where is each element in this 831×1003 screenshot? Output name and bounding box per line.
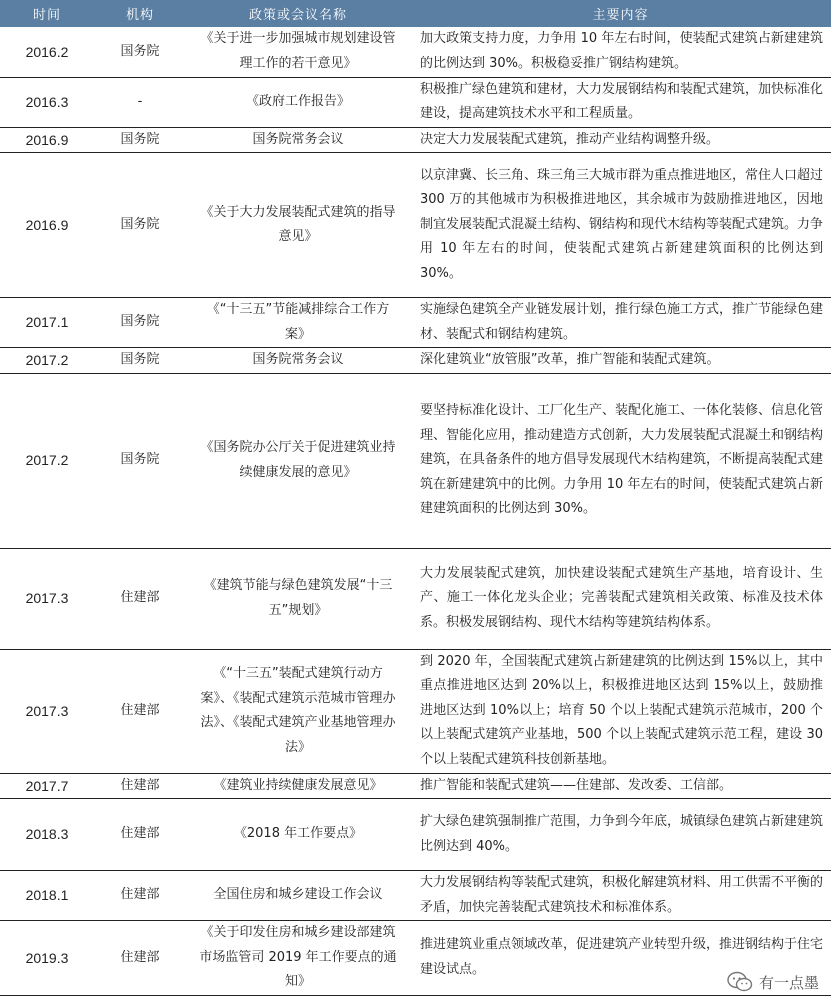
table-row	[0, 921, 831, 996]
row-content: 以京津冀、长三角、珠三角三大城市群为重点推进地区，常住人口超过 300 万的其他城市为积极推进地区，其余城市为鼓励推进地区，因地制宜发展装配式混凝土结构、钢结构和现代木结构等装配式建筑。力争用 10 年左右的时间，使装配式建筑占新建建筑面积的比例达到 30%。	[410, 153, 831, 298]
row-time: 2017.7	[0, 773, 94, 799]
row-agency: 国务院	[94, 127, 186, 153]
row-name: 《关于大力发展装配式建筑的指导意见》	[186, 153, 410, 298]
row-time: 2017.1	[0, 298, 94, 348]
row-time: 2016.2	[0, 27, 94, 77]
row-time: 2016.3	[0, 77, 94, 127]
row-agency: 住建部	[94, 773, 186, 799]
row-agency: 住建部	[94, 921, 186, 996]
table-row	[0, 773, 831, 799]
row-time: 2017.3	[0, 649, 94, 773]
row-time: 2017.3	[0, 548, 94, 649]
row-name: 《建筑业持续健康发展意见》	[186, 773, 410, 799]
watermark	[727, 971, 819, 993]
table-row	[0, 27, 831, 77]
row-content: 大力发展装配式建筑，加快建设装配式建筑生产基地，培育设计、生产、施工一体化龙头企业；完善装配式建筑相关政策、标准及技术体系。积极发展钢结构、现代木结构等建筑结构体系。	[410, 548, 831, 649]
row-name: 国务院常务会议	[186, 348, 410, 374]
row-agency: 国务院	[94, 373, 186, 548]
header-time: 时间	[0, 0, 94, 27]
row-content: 实施绿色建筑全产业链发展计划，推行绿色施工方式，推广节能绿色建材、装配式和钢结构建筑。	[410, 298, 831, 348]
row-agency: 国务院	[94, 348, 186, 374]
row-time: 2016.9	[0, 127, 94, 153]
row-content: 到 2020 年，全国装配式建筑占新建建筑的比例达到 15%以上，其中重点推进地区达到 20%以上，积极推进地区达到 15%以上，鼓励推进地区达到 10%以上；培育 50 个以上装配式建筑示范城市，200 个以上装配式建筑产业基地，500 个以上装配式建筑示范工程，建设 30 个以上装配式建筑科技创新基地。	[410, 649, 831, 773]
table-row	[0, 348, 831, 374]
row-name: 《2018 年工作要点》	[186, 799, 410, 871]
row-agency: 住建部	[94, 871, 186, 921]
header-agency: 机构	[94, 0, 186, 27]
row-agency: 住建部	[94, 649, 186, 773]
wechat-icon	[727, 971, 753, 993]
header-content: 主要内容	[410, 0, 831, 27]
row-content: 推广智能和装配式建筑——住建部、发改委、工信部。	[410, 773, 831, 799]
row-agency: 国务院	[94, 153, 186, 298]
table-row	[0, 373, 831, 548]
row-name: 《政府工作报告》	[186, 77, 410, 127]
row-name: 《建筑节能与绿色建筑发展“十三五”规划》	[186, 548, 410, 649]
row-name: 国务院常务会议	[186, 127, 410, 153]
watermark-text: 有一点墨	[758, 973, 819, 992]
row-name: 《关于印发住房和城乡建设部建筑市场监管司 2019 年工作要点的通知》	[186, 921, 410, 996]
table-row	[0, 127, 831, 153]
row-agency: 住建部	[94, 548, 186, 649]
table-row	[0, 548, 831, 649]
row-agency: 国务院	[94, 298, 186, 348]
row-content: 推进建筑业重点领域改革，促进建筑产业转型升级，推进钢结构于住宅建设试点。	[410, 921, 831, 996]
table-row	[0, 649, 831, 773]
row-name: 全国住房和城乡建设工作会议	[186, 871, 410, 921]
row-time: 2017.2	[0, 348, 94, 374]
table-header-row	[0, 0, 831, 27]
table-row	[0, 799, 831, 871]
header-name: 政策或会议名称	[186, 0, 410, 27]
row-name: 《国务院办公厅关于促进建筑业持续健康发展的意见》	[186, 373, 410, 548]
row-time: 2016.9	[0, 153, 94, 298]
row-agency: 住建部	[94, 799, 186, 871]
row-name: 《“十三五”装配式建筑行动方案》、《装配式建筑示范城市管理办法》、《装配式建筑产业基地管理办法》	[186, 649, 410, 773]
row-agency: -	[94, 77, 186, 127]
row-content: 决定大力发展装配式建筑，推动产业结构调整升级。	[410, 127, 831, 153]
table-row	[0, 871, 831, 921]
row-name: 《关于进一步加强城市规划建设管理工作的若干意见》	[186, 27, 410, 77]
row-content: 要坚持标准化设计、工厂化生产、装配化施工、一体化装修、信息化管理、智能化应用，推动建造方式创新，大力发展装配式混凝土和钢结构建筑，在具备条件的地方倡导发展现代木结构建筑，不断提高装配式建筑在新建建筑中的比例。力争用 10 年左右的时间，使装配式建筑占新建建筑面积的比例达到 30%。	[410, 373, 831, 548]
table-row	[0, 77, 831, 127]
table-row	[0, 298, 831, 348]
row-time: 2019.3	[0, 921, 94, 996]
row-time: 2018.1	[0, 871, 94, 921]
row-name: 《“十三五”节能减排综合工作方案》	[186, 298, 410, 348]
row-time: 2017.2	[0, 373, 94, 548]
row-content: 积极推广绿色建筑和建材，大力发展钢结构和装配式建筑，加快标准化建设，提高建筑技术水平和工程质量。	[410, 77, 831, 127]
row-content: 大力发展钢结构等装配式建筑，积极化解建筑材料、用工供需不平衡的矛盾，加快完善装配式建筑技术和标准体系。	[410, 871, 831, 921]
row-content: 扩大绿色建筑强制推广范围，力争到今年底，城镇绿色建筑占新建建筑比例达到 40%。	[410, 799, 831, 871]
row-time: 2018.3	[0, 799, 94, 871]
row-agency: 国务院	[94, 27, 186, 77]
row-content: 深化建筑业“放管服”改革，推广智能和装配式建筑。	[410, 348, 831, 374]
table-row	[0, 153, 831, 298]
row-content: 加大政策支持力度，力争用 10 年左右时间，使装配式建筑占新建建筑的比例达到 30%。积极稳妥推广钢结构建筑。	[410, 27, 831, 77]
